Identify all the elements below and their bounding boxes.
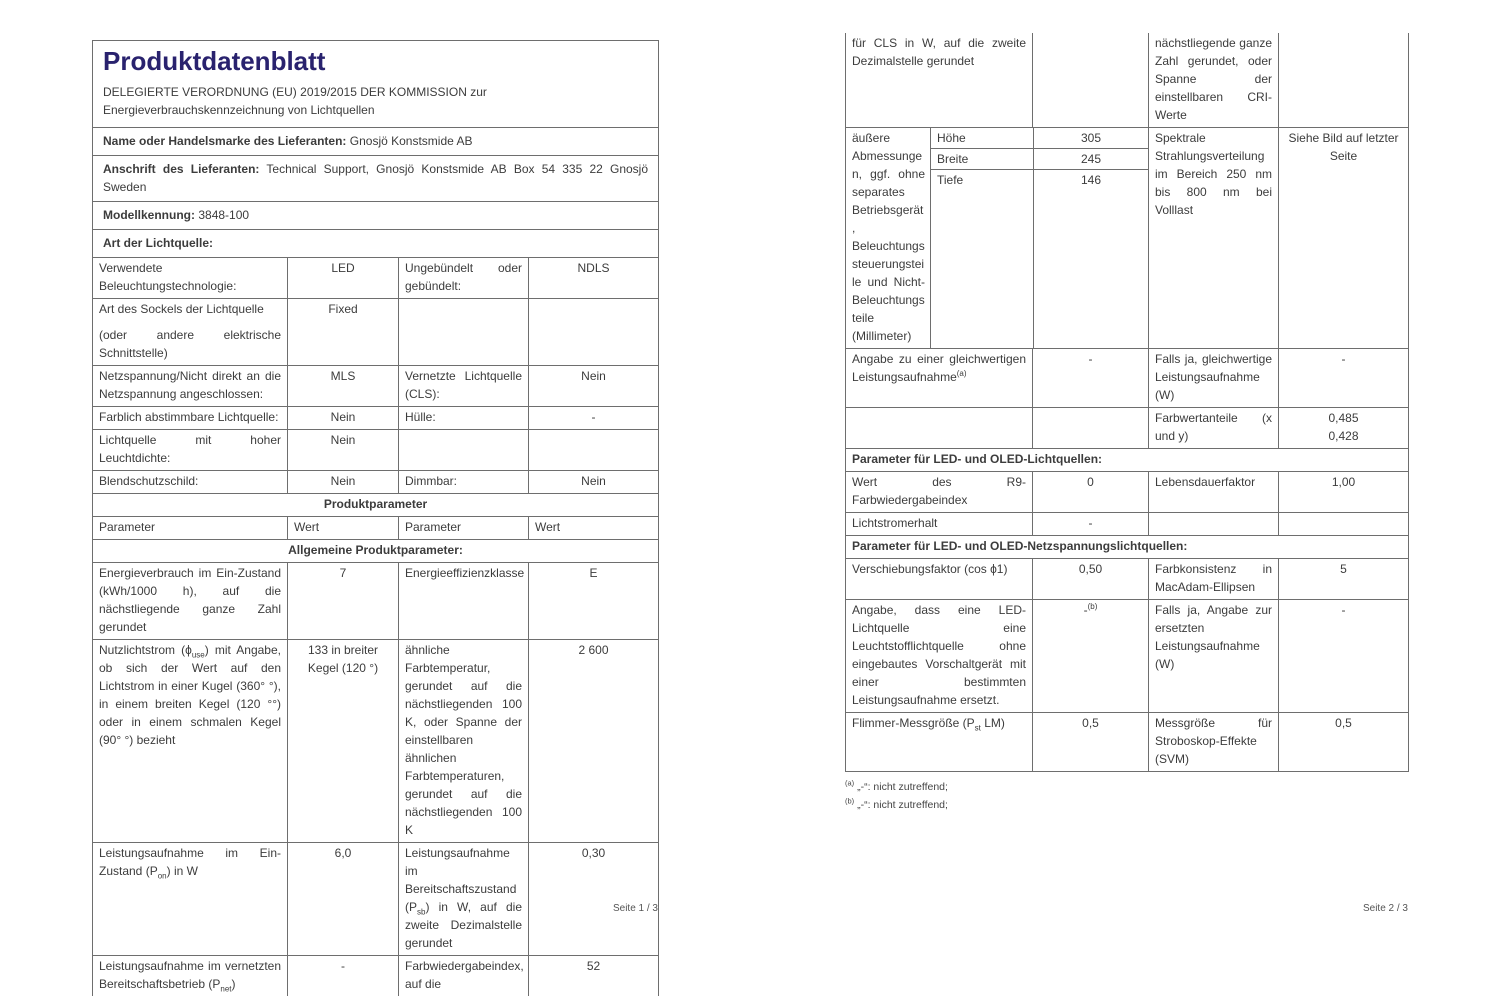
param-cell: [93, 955, 288, 996]
param-text: ): [231, 976, 236, 991]
value-cell: [529, 257, 659, 298]
param-cell: [399, 257, 529, 298]
value-cell: [529, 955, 659, 996]
param-cell: [93, 406, 288, 429]
value-cell: [1033, 472, 1149, 513]
value-cell: [529, 842, 659, 955]
param-cell: [93, 298, 288, 365]
param-text: Falls ja, gleichwertige Leistungsaufnahme (W): [1155, 352, 1272, 402]
table-row: [846, 600, 1409, 713]
value-text: Nein: [330, 473, 356, 488]
param-cell: [399, 562, 529, 639]
light-source-type-label: Art der Lichtquelle:: [103, 235, 214, 250]
column-header-row: [93, 516, 659, 539]
param-text: Netzspannung/Nicht direkt an die Netzspannung angeschlossen:: [99, 368, 281, 401]
table-row: [846, 559, 1409, 600]
value-cell: [1033, 513, 1149, 536]
value-cell: [1279, 559, 1409, 600]
value-cell: [529, 562, 659, 639]
dimension-value: 245: [1033, 149, 1148, 170]
document-subtitle: [103, 83, 648, 119]
param-text: Angabe zu einer gleichwertigen Leistungsaufnahme: [852, 352, 1026, 384]
value-text: Nein: [581, 368, 606, 383]
value-cell: [1279, 472, 1409, 513]
model-value: 3848-100: [198, 207, 250, 222]
param-cell: [846, 559, 1033, 600]
value-text: E: [589, 565, 598, 580]
param-text: Lebensdauerfaktor: [1155, 475, 1256, 489]
value-text: -: [1341, 603, 1346, 617]
footnote-a: [845, 778, 1408, 796]
param-text: Messgröße für Stroboskop-Effekte (SVM): [1155, 716, 1272, 766]
value-text: Nein: [330, 432, 356, 447]
document-header: [93, 41, 659, 128]
section-header-led: Parameter für LED- und OLED-Lichtquellen:: [846, 449, 1409, 472]
value-cell: [288, 365, 399, 406]
param-text: Nutzlichtstrom (ϕ: [99, 642, 192, 657]
supplier-name-value: Gnosjö Konstsmide AB: [349, 133, 473, 148]
value-text: 6,0: [334, 845, 352, 860]
supplier-address-label: Anschrift des Lieferanten:: [103, 161, 260, 176]
param-text: Lichtquelle mit hoher Leuchtdichte:: [99, 432, 281, 465]
value-cell: [288, 955, 399, 996]
param-text: Flimmer-Messgröße (P: [852, 716, 975, 730]
value-text: 0,5: [1082, 716, 1099, 730]
value-cell: [1033, 408, 1149, 449]
value-text: 0,428: [1328, 429, 1359, 443]
value-text: NDLS: [577, 260, 610, 275]
value-text: Siehe Bild auf letzter Seite: [1288, 131, 1399, 163]
value-cell: [1033, 349, 1149, 408]
value-text: 52: [586, 958, 601, 973]
section-header-allgemein: Allgemeine Produktparameter:: [93, 539, 659, 562]
param-cell: [846, 600, 1033, 713]
param-cell: [93, 842, 288, 955]
column-header: Parameter: [399, 516, 529, 539]
table-row: [93, 229, 659, 257]
dimensions-label: äußere Abmessungen, ggf. ohne separates Betriebsgerät, Beleuchtungssteuerungsteile und Nicht-Beleuchtungsteile (Millimeter): [846, 128, 931, 348]
value-text: 0,30: [581, 845, 606, 860]
value-cell: [288, 429, 399, 470]
value-cell: [1279, 513, 1409, 536]
param-text: Leistungsaufnahme im Bereitschaftszustand (P: [405, 845, 517, 914]
param-cell: [846, 33, 1033, 128]
param-cell: [1149, 408, 1279, 449]
value-cell: [1279, 128, 1409, 349]
param-text: LM): [980, 716, 1005, 730]
page-number-1: Seite 1 / 3: [612, 903, 658, 914]
value-text: Nein: [581, 473, 606, 488]
param-cell: [1149, 513, 1279, 536]
value-text: 7: [339, 565, 347, 580]
param-text: Falls ja, Angabe zur ersetzten Leistungsaufnahme (W): [1155, 603, 1272, 671]
param-cell: [399, 470, 529, 493]
section-row: [93, 493, 659, 516]
section-header-netzspannung: Parameter für LED- und OLED-Netzspannungslichtquellen:: [846, 536, 1409, 559]
param-text: Leistungsaufnahme im Ein-Zustand (P: [99, 845, 281, 878]
dimension-name: Breite: [931, 149, 1033, 170]
param-cell: [399, 955, 529, 996]
value-cell: [1279, 33, 1409, 128]
table-row: [93, 639, 659, 842]
table-row: [93, 365, 659, 406]
supplier-name-label: Name oder Handelsmarke des Lieferanten:: [103, 133, 347, 148]
table-row: [846, 472, 1409, 513]
page-number-2: Seite 2 / 3: [1362, 903, 1408, 914]
param-text: ähnliche Farbtemperatur, gerundet auf die nächstliegenden 100 K, oder Spanne der einstellbaren ähnlichen Farbtemperaturen, gerundet auf die nächstliegenden 100 K: [405, 642, 522, 837]
value-cell: [529, 429, 659, 470]
param-cell: [399, 639, 529, 842]
footnote-b: [845, 796, 1408, 814]
footnote-marker: (b): [1087, 602, 1098, 611]
param-text: Wert des R9-Farbwiedergabeindex: [852, 475, 1026, 507]
page-1: [92, 40, 658, 996]
value-cell: [288, 298, 399, 365]
param-text: Vernetzte Lichtquelle (CLS):: [405, 368, 522, 401]
table-row: [93, 201, 659, 229]
value-cell: [288, 257, 399, 298]
subscript-text: sb: [417, 907, 426, 917]
table-row-cut-off: [93, 955, 659, 996]
param-text: Spektrale Strahlungsverteilung im Bereich 250 nm bis 800 nm bei Volllast: [1155, 131, 1272, 217]
param-text: Angabe, dass eine LED-Lichtquelle eine Leuchtstofflichtquelle ohne eingebautes Vorschaltgerät mit einer bestimmten Leistungsaufnahme ersetzt.: [852, 603, 1026, 707]
value-text: Fixed: [328, 301, 358, 316]
column-header: Wert: [529, 516, 659, 539]
value-cell: [1279, 408, 1409, 449]
supplier-address-cell: [93, 155, 659, 201]
value-text: -: [341, 958, 345, 973]
value-cell: [1033, 713, 1149, 772]
subscript-text: net: [220, 984, 232, 994]
param-cell: [93, 639, 288, 842]
value-text: 133 in breiter Kegel (120 °): [307, 642, 379, 675]
section-row: [93, 539, 659, 562]
param-cell: [1149, 600, 1279, 713]
value-text: 0: [1087, 475, 1094, 489]
table-row: [846, 408, 1409, 449]
param-text: Dimmbar:: [405, 473, 458, 488]
param-text: Verschiebungsfaktor (cos ϕ1): [852, 562, 1008, 576]
param-text: Lichtstromerhalt: [852, 516, 938, 530]
param-cell: [399, 406, 529, 429]
param-text: Blendschutzschild:: [99, 473, 199, 488]
table-row: [93, 257, 659, 298]
datasheet-table-page1: [92, 40, 659, 996]
param-cell: [846, 472, 1033, 513]
param-cell: [93, 562, 288, 639]
dimensions-row: [846, 128, 1409, 349]
table-row: [93, 127, 659, 155]
param-text: Art des Sockels der Lichtquelle: [99, 301, 264, 316]
value-text: -: [1088, 516, 1093, 530]
value-text: 1,00: [1331, 475, 1356, 489]
param-cell: [1149, 349, 1279, 408]
subscript-text: on: [157, 871, 167, 881]
value-cell: [1279, 349, 1409, 408]
table-row: [93, 429, 659, 470]
value-cell: [288, 470, 399, 493]
value-cell: [529, 470, 659, 493]
value-text: LED: [331, 260, 355, 275]
table-row: [93, 155, 659, 201]
value-cell: [529, 298, 659, 365]
param-text: Verwendete Beleuchtungstechnologie:: [99, 260, 237, 293]
param-cell: [93, 257, 288, 298]
value-cell: [288, 406, 399, 429]
value-cell: [529, 406, 659, 429]
param-cell: [1149, 472, 1279, 513]
value-text: 2 600: [578, 642, 609, 657]
value-cell: [288, 562, 399, 639]
supplier-address-value: Technical Support, Gnosjö Konstsmide AB Box 54 335 22 Gnosjö Sweden: [103, 161, 649, 194]
param-text: Ungebündelt oder gebündelt:: [405, 260, 522, 293]
section-row: [846, 449, 1409, 472]
param-text: Hülle:: [405, 409, 436, 424]
param-text: Energieeffizienzklasse: [405, 565, 525, 580]
footnote-text: „-“: nicht zutreffend;: [857, 799, 948, 812]
value-cell: [1033, 559, 1149, 600]
subtitle-line: DELEGIERTE VERORDNUNG (EU) 2019/2015 DER KOMMISSION zur: [103, 84, 487, 99]
table-row: [93, 298, 659, 365]
value-text: 5: [1340, 562, 1347, 576]
datasheet-table-page2: [845, 33, 1409, 772]
footnotes: [845, 778, 1408, 815]
param-cell: [399, 365, 529, 406]
dimensions-cell: [846, 128, 1149, 349]
param-cell: [399, 842, 529, 955]
value-cell: [288, 842, 399, 955]
param-text: Leistungsaufnahme im vernetzten Bereitschaftsbetrieb (P: [99, 958, 281, 991]
light-source-type-cell: [93, 229, 659, 257]
param-cell: [399, 298, 529, 365]
value-cell: [529, 365, 659, 406]
table-row: [93, 406, 659, 429]
dimension-value: 146: [1033, 170, 1148, 348]
param-text: Farbwiedergabeindex, auf die: [405, 958, 524, 991]
dimension-value: 305: [1033, 128, 1148, 149]
value-text: -: [1341, 352, 1346, 366]
model-label: Modellkennung:: [103, 207, 195, 222]
footnote-marker: (a): [845, 778, 855, 788]
subtitle-line: Energieverbrauchskennzeichnung von Lichtquellen: [103, 102, 375, 117]
value-cell: [1033, 600, 1149, 713]
param-cell: [1149, 33, 1279, 128]
value-cell: [1279, 713, 1409, 772]
value-text: 0,5: [1335, 716, 1352, 730]
supplier-name-cell: [93, 127, 659, 155]
value-text: -: [591, 409, 596, 424]
page-title: Produktdatenblatt: [103, 46, 326, 76]
table-row: [93, 470, 659, 493]
param-cell: [846, 513, 1033, 536]
footnote-marker: (a): [956, 369, 967, 378]
table-row: [846, 349, 1409, 408]
value-cell: [1279, 600, 1409, 713]
dimensions-grid: [846, 128, 1148, 348]
subscript-text: st: [974, 723, 981, 733]
value-cell: [288, 639, 399, 842]
value-cell: [1033, 33, 1149, 128]
table-row: [846, 513, 1409, 536]
param-text: ) in W, auf die zweite Dezimalstelle gerundet: [405, 899, 522, 950]
section-header-produktparameter: Produktparameter: [93, 493, 659, 516]
param-text: Farblich abstimmbare Lichtquelle:: [99, 409, 279, 424]
param-text: Farbkonsistenz in MacAdam-Ellipsen: [1155, 562, 1272, 594]
section-row: [846, 536, 1409, 559]
table-row-continuation: [846, 33, 1409, 128]
param-text: ) in W: [166, 863, 198, 878]
param-cell: [1149, 128, 1279, 349]
page-2: [845, 33, 1408, 815]
param-text: Energieverbrauch im Ein-Zustand (kWh/1000 h), auf die nächstliegende ganze Zahl gerundet: [99, 565, 281, 634]
param-cell: [1149, 559, 1279, 600]
subscript-text: use: [191, 650, 205, 660]
param-text: für CLS in W, auf die zweite Dezimalstelle gerundet: [852, 36, 1026, 68]
param-text: nächstliegende ganze Zahl gerundet, oder Spanne der einstellbaren CRI-Werte: [1155, 36, 1272, 122]
value-cell: [529, 639, 659, 842]
param-cell: [93, 429, 288, 470]
value-text: 0,485: [1328, 411, 1359, 425]
column-header: Parameter: [93, 516, 288, 539]
footnote-marker: (b): [845, 796, 855, 806]
header-row: [93, 41, 659, 128]
param-text: Farbwertanteile (x und y): [1155, 411, 1272, 443]
footnote-text: „-“: nicht zutreffend;: [857, 781, 948, 793]
value-text: MLS: [330, 368, 356, 383]
value-text: -: [1088, 352, 1093, 366]
table-row: [93, 842, 659, 955]
table-row: [846, 713, 1409, 772]
param-cell: [93, 470, 288, 493]
value-text: 0,50: [1078, 562, 1103, 576]
param-text: ) mit Angabe, ob sich der Wert auf den Lichtstrom in einer Kugel (360° °), in einem breiten Kegel (120 °°) oder in einem schmalen Kegel (90° °) bezieht: [99, 642, 281, 747]
param-cell: [1149, 713, 1279, 772]
param-text: (oder andere elektrische Schnittstelle): [99, 327, 281, 360]
param-cell: [846, 349, 1033, 408]
param-cell: [846, 408, 1033, 449]
value-text: Nein: [330, 409, 356, 424]
column-header: Wert: [288, 516, 399, 539]
param-cell: [399, 429, 529, 470]
dimension-name: Höhe: [931, 128, 1033, 149]
value-text: -: [1083, 603, 1088, 617]
table-row: [93, 562, 659, 639]
dimension-name: Tiefe: [937, 173, 964, 187]
param-cell: [93, 365, 288, 406]
param-cell: [846, 713, 1033, 772]
model-cell: [93, 201, 659, 229]
